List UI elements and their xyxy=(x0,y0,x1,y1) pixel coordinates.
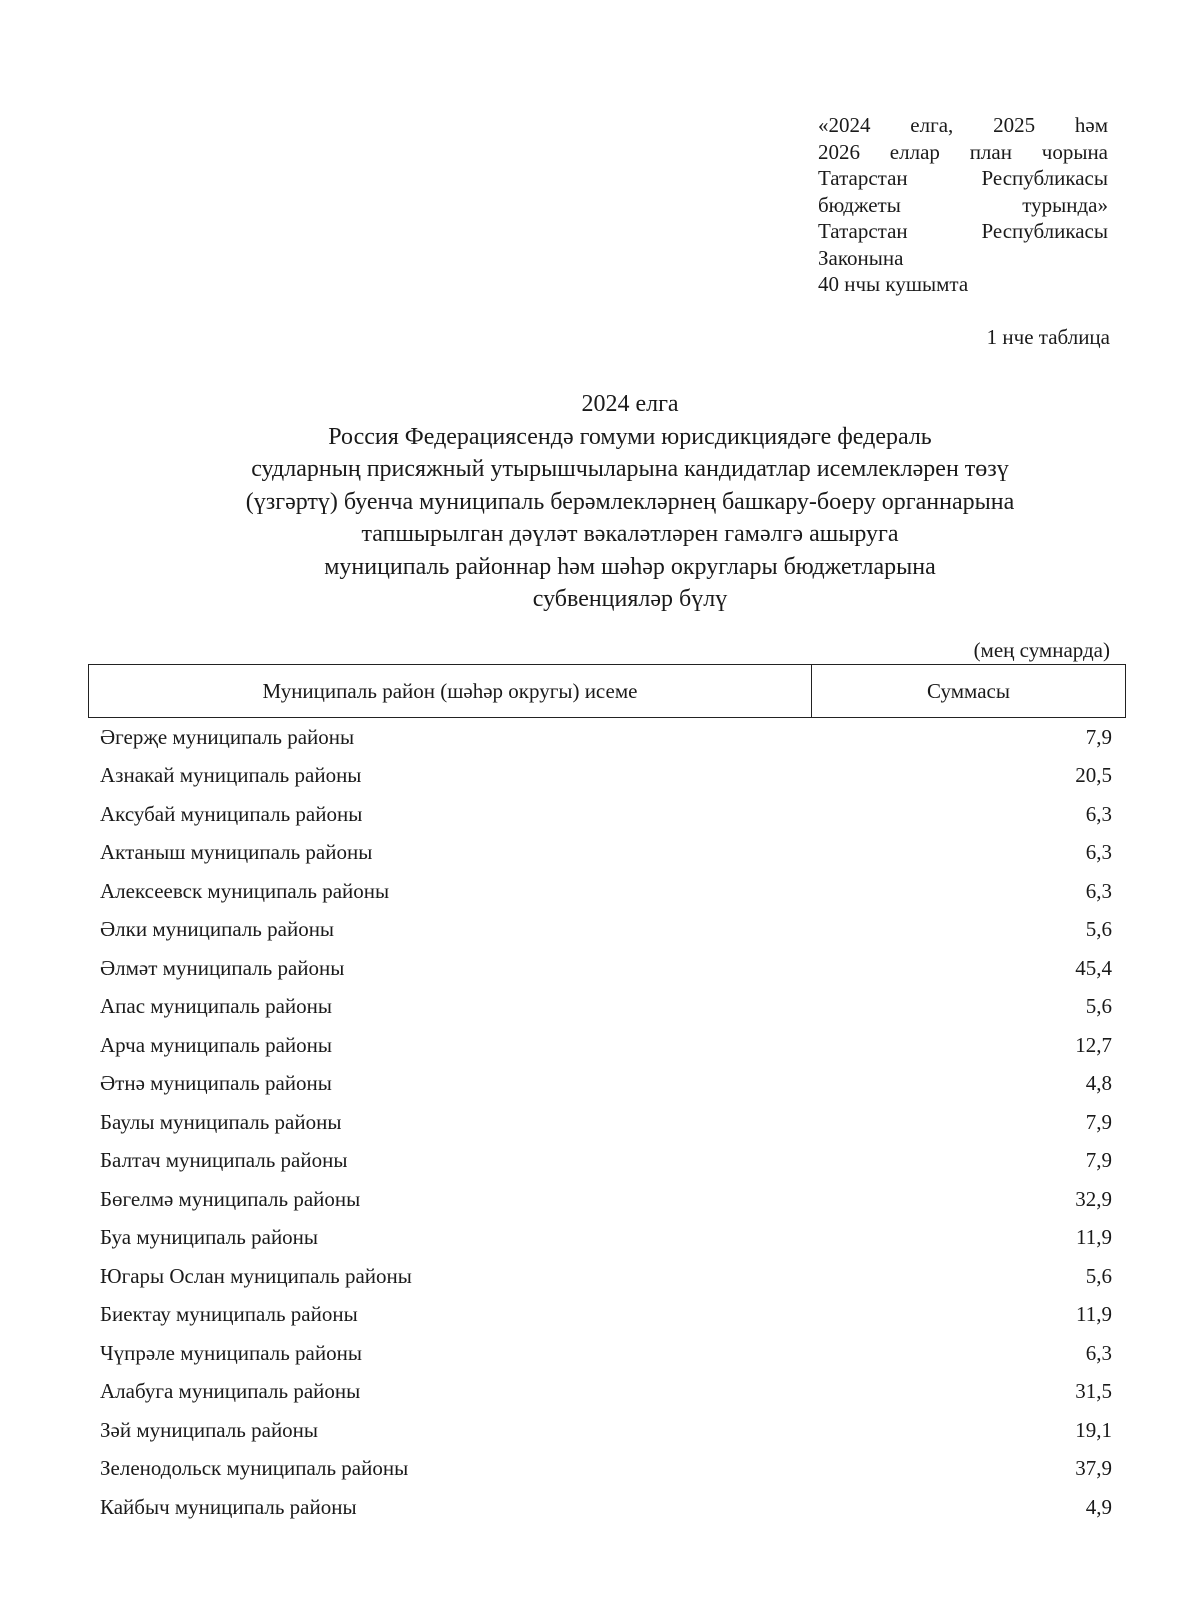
municipality-name: Кайбыч муниципаль районы xyxy=(100,1494,357,1519)
title-line: 2024 елга xyxy=(581,391,679,417)
amount-value: 20,5 xyxy=(1075,763,1112,788)
title-line: муниципаль районнар һәм шәһәр округлары бюджетларына xyxy=(324,553,936,580)
appendix-line: Законына xyxy=(818,245,904,270)
title-line: Россия Федерациясендә гомуми юрисдикциядәге федераль xyxy=(328,423,932,450)
table-row xyxy=(100,757,1112,796)
appendix-line: 40 нчы кушымта xyxy=(818,272,969,296)
table-header xyxy=(88,664,1126,718)
table-row xyxy=(100,1450,1112,1489)
municipality-name: Балтач муниципаль районы xyxy=(100,1148,348,1173)
amount-value: 7,9 xyxy=(1085,1109,1112,1134)
table-row xyxy=(100,1103,1112,1142)
document-title xyxy=(110,388,1150,616)
municipality-name: Әтнә муниципаль районы xyxy=(100,1071,332,1096)
table-row xyxy=(100,988,1112,1027)
amount-value: 19,1 xyxy=(1075,1417,1112,1442)
municipality-name: Алабуга муниципаль районы xyxy=(100,1379,361,1404)
title-line: тапшырылган дәүләт вәкаләтләрен гамәлгә ашыруга xyxy=(361,521,899,547)
municipality-name: Зәй муниципаль районы xyxy=(100,1417,319,1442)
table-row xyxy=(100,1180,1112,1219)
appendix-line: Татарстан Республикасы xyxy=(818,219,1108,243)
appendix-line: Татарстан Республикасы xyxy=(818,166,1108,190)
municipality-name: Чүпрәле муниципаль районы xyxy=(100,1340,362,1365)
municipality-name: Алексеевск муниципаль районы xyxy=(100,878,390,903)
amount-value: 6,3 xyxy=(1085,1340,1112,1365)
municipality-name: Актаныш муниципаль районы xyxy=(100,840,373,865)
amount-value: 37,9 xyxy=(1075,1456,1112,1481)
amount-value: 6,3 xyxy=(1085,801,1112,826)
table-row xyxy=(100,834,1112,873)
amount-value: 45,4 xyxy=(1075,955,1112,980)
table-row xyxy=(100,1334,1112,1373)
municipality-name: Әгерҗе муниципаль районы xyxy=(100,724,355,749)
amount-value: 32,9 xyxy=(1075,1186,1112,1211)
table-row xyxy=(100,949,1112,988)
amount-value: 7,9 xyxy=(1085,1148,1112,1173)
table-row xyxy=(100,1219,1112,1258)
municipality-name: Югары Ослан муниципаль районы xyxy=(100,1263,412,1288)
table-row xyxy=(100,911,1112,950)
appendix-line: «2024 елга, 2025 һәм xyxy=(818,113,1108,137)
municipality-name: Зеленодольск муниципаль районы xyxy=(100,1456,409,1481)
municipality-name: Баулы муниципаль районы xyxy=(100,1109,342,1134)
table-row xyxy=(100,1373,1112,1412)
table-row xyxy=(100,1065,1112,1104)
municipality-name: Арча муниципаль районы xyxy=(100,1032,332,1057)
column-header-amount: Суммасы xyxy=(927,678,1010,703)
municipality-name: Биектау муниципаль районы xyxy=(100,1302,358,1327)
municipality-name: Апас муниципаль районы xyxy=(100,994,332,1019)
appendix-note xyxy=(818,112,1108,298)
municipality-name: Әлки муниципаль районы xyxy=(100,917,335,942)
amount-value: 4,8 xyxy=(1085,1071,1112,1096)
appendix-line: 2026 еллар план чорына xyxy=(818,139,1108,164)
table-row xyxy=(100,1026,1112,1065)
amount-value: 7,9 xyxy=(1085,724,1112,749)
table-row xyxy=(100,872,1112,911)
title-line: судларның присяжный утырышчыларына кандидатлар исемлекләрен төзү xyxy=(251,456,1009,482)
municipality-name: Аксубай муниципаль районы xyxy=(100,801,363,826)
table-row xyxy=(100,1257,1112,1296)
table-row xyxy=(100,718,1112,757)
column-header-name: Муниципаль район (шәһәр округы) исеме xyxy=(89,665,812,717)
table-number: 1 нче таблица xyxy=(986,325,1110,349)
amount-value: 4,9 xyxy=(1085,1494,1112,1519)
amount-value: 6,3 xyxy=(1085,840,1112,865)
amount-value: 11,9 xyxy=(1076,1302,1112,1327)
amount-value: 5,6 xyxy=(1085,917,1112,942)
amount-value: 5,6 xyxy=(1085,994,1112,1019)
table-row xyxy=(100,1411,1112,1450)
table-row xyxy=(100,1142,1112,1181)
amount-value: 6,3 xyxy=(1085,878,1112,903)
amount-value: 12,7 xyxy=(1075,1032,1112,1057)
amount-value: 11,9 xyxy=(1076,1225,1112,1250)
municipality-name: Буа муниципаль районы xyxy=(100,1225,319,1250)
table-row xyxy=(100,795,1112,834)
table-row xyxy=(100,1296,1112,1335)
title-line: субвенцияләр бүлү xyxy=(532,586,728,612)
amount-value: 5,6 xyxy=(1085,1263,1112,1288)
table-body xyxy=(100,718,1112,1527)
municipality-name: Бөгелмә муниципаль районы xyxy=(100,1186,361,1211)
appendix-line: бюджеты турында» xyxy=(818,192,1108,217)
table-row xyxy=(100,1488,1112,1527)
amount-value: 31,5 xyxy=(1075,1379,1112,1404)
units-label: (мең сумнарда) xyxy=(973,638,1110,662)
municipality-name: Әлмәт муниципаль районы xyxy=(100,955,345,980)
municipality-name: Азнакай муниципаль районы xyxy=(100,763,362,788)
title-line: (үзгәртү) буенча муниципаль берәмлекләрнең башкару-боеру органнарына xyxy=(245,488,1015,515)
